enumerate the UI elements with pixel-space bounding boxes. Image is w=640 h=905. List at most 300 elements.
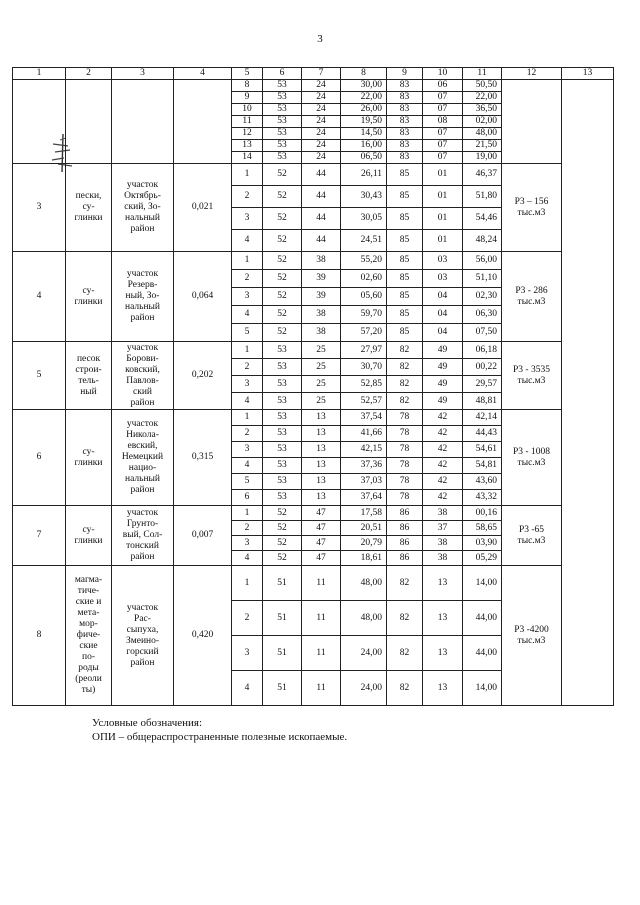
cell-col-5: 4 [232,306,263,324]
cell-col-11: 44,43 [463,426,502,442]
cell-col-10: 42 [423,474,463,490]
cell-col-10: 07 [423,128,463,140]
cell-col-9: 85 [387,230,423,252]
cell-col-11: 00,22 [463,359,502,376]
cell-col-5: 11 [232,116,263,128]
cell-col-11: 06,18 [463,342,502,359]
cell-col-8: 18,61 [341,551,387,566]
cell-col-10: 03 [423,270,463,288]
cell-col-7: 24 [302,92,341,104]
cell-col-7: 11 [302,671,341,706]
cell-col-7: 44 [302,164,341,186]
cell-col-10: 49 [423,376,463,393]
group-area-cell: 0,315 [174,410,232,506]
cell-col-11: 21,50 [463,140,502,152]
cell-col-11: 54,81 [463,458,502,474]
cell-col-7: 24 [302,104,341,116]
cell-col-10: 07 [423,92,463,104]
group-mineral-cell: су- глинки [66,252,112,342]
cell-col-8: 26,00 [341,104,387,116]
group-no-cell: 8 [13,566,66,706]
cell-col-9: 83 [387,92,423,104]
cell-col-9: 86 [387,536,423,551]
group-area-cell: 0,021 [174,164,232,252]
cell-col-6: 53 [263,92,302,104]
cell-col-9: 85 [387,306,423,324]
cell-col-5: 5 [232,474,263,490]
cell-col-6: 53 [263,376,302,393]
cell-col-11: 54,46 [463,208,502,230]
cell-col-9: 82 [387,671,423,706]
cell-col-6: 52 [263,252,302,270]
cell-col-6: 52 [263,306,302,324]
cell-col-6: 52 [263,521,302,536]
cell-col-6: 52 [263,270,302,288]
header-col-13: 13 [562,68,614,80]
cell-col-9: 82 [387,359,423,376]
cell-col-6: 53 [263,474,302,490]
cell-col-8: 14,50 [341,128,387,140]
group-no-cell: 4 [13,252,66,342]
cell-col-6: 52 [263,164,302,186]
group-site-cell: участок Октябрь- ский, Зо- нальный район [112,164,174,252]
cell-col-10: 38 [423,551,463,566]
cell-col-7: 39 [302,270,341,288]
cell-col-8: 20,51 [341,521,387,536]
cell-col-9: 86 [387,551,423,566]
table-row [13,410,614,426]
group-site-cell: участок Резерв- ный, Зо- нальный район [112,252,174,342]
legend-line: ОПИ – общераспространенные полезные ископаемые. [92,731,348,743]
cont-no-cell [13,80,66,164]
cell-col-11: 03,90 [463,536,502,551]
group-no-cell: 6 [13,410,66,506]
cell-col-8: 24,00 [341,671,387,706]
cell-col-8: 55,20 [341,252,387,270]
cell-col-10: 07 [423,152,463,164]
cell-col-5: 3 [232,288,263,306]
cell-col-7: 24 [302,140,341,152]
group-area-cell: 0,007 [174,506,232,566]
cell-col-6: 52 [263,551,302,566]
cell-col-5: 4 [232,393,263,410]
cell-col-8: 37,03 [341,474,387,490]
header-row [13,68,614,80]
cell-col-11: 44,00 [463,636,502,671]
cell-col-9: 78 [387,426,423,442]
table-row [13,164,614,186]
cell-col-6: 53 [263,342,302,359]
cell-col-9: 85 [387,208,423,230]
cell-col-11: 51,10 [463,270,502,288]
cell-col-5: 6 [232,490,263,506]
cont-notes-cell [562,80,614,706]
cell-col-6: 52 [263,208,302,230]
cell-col-10: 01 [423,208,463,230]
cell-col-11: 46,37 [463,164,502,186]
cell-col-7: 39 [302,288,341,306]
cell-col-10: 42 [423,490,463,506]
cell-col-7: 24 [302,116,341,128]
group-area-cell: 0,202 [174,342,232,410]
cell-col-7: 44 [302,186,341,208]
cell-col-10: 38 [423,506,463,521]
group-reserves-cell: Р3 - 3535 тыс.м3 [502,342,562,410]
cell-col-10: 49 [423,393,463,410]
cell-col-9: 85 [387,324,423,342]
cell-col-5: 14 [232,152,263,164]
cell-col-7: 11 [302,566,341,601]
cell-col-8: 26,11 [341,164,387,186]
cell-col-10: 01 [423,230,463,252]
cell-col-9: 86 [387,521,423,536]
cell-col-11: 43,60 [463,474,502,490]
coordinates-table [12,67,614,706]
cell-col-7: 13 [302,426,341,442]
cell-col-5: 1 [232,342,263,359]
cell-col-9: 78 [387,490,423,506]
cell-col-7: 44 [302,230,341,252]
group-reserves-cell: Р3 - 286 тыс.м3 [502,252,562,342]
cell-col-7: 47 [302,506,341,521]
header-col-8: 8 [341,68,387,80]
cell-col-6: 53 [263,80,302,92]
group-area-cell: 0,420 [174,566,232,706]
cell-col-8: 48,00 [341,601,387,636]
cell-col-9: 85 [387,164,423,186]
cell-col-7: 38 [302,324,341,342]
cell-col-6: 51 [263,671,302,706]
cell-col-5: 3 [232,442,263,458]
cell-col-6: 53 [263,104,302,116]
cell-col-8: 24,51 [341,230,387,252]
group-reserves-cell: Р3 -65 тыс.м3 [502,506,562,566]
table-row [13,506,614,521]
cell-col-10: 01 [423,164,463,186]
cell-col-10: 49 [423,342,463,359]
header-col-9: 9 [387,68,423,80]
cell-col-5: 1 [232,164,263,186]
cell-col-6: 52 [263,186,302,208]
cell-col-6: 51 [263,566,302,601]
cell-col-7: 38 [302,252,341,270]
cell-col-11: 43,32 [463,490,502,506]
page-number: 3 [317,33,323,45]
cell-col-11: 14,00 [463,671,502,706]
cell-col-11: 50,50 [463,80,502,92]
cell-col-5: 2 [232,426,263,442]
header-col-12: 12 [502,68,562,80]
cell-col-7: 11 [302,636,341,671]
cell-col-11: 22,00 [463,92,502,104]
cell-col-9: 78 [387,458,423,474]
cont-site-cell [112,80,174,164]
legend [92,716,347,744]
cell-col-8: 37,64 [341,490,387,506]
cell-col-8: 30,70 [341,359,387,376]
cell-col-6: 52 [263,324,302,342]
cell-col-11: 00,16 [463,506,502,521]
cell-col-9: 82 [387,601,423,636]
cell-col-8: 52,57 [341,393,387,410]
cell-col-9: 85 [387,288,423,306]
cell-col-7: 11 [302,601,341,636]
cell-col-10: 42 [423,442,463,458]
group-mineral-cell: су- глинки [66,410,112,506]
cell-col-5: 2 [232,270,263,288]
cell-col-6: 52 [263,288,302,306]
cell-col-9: 82 [387,376,423,393]
cell-col-11: 02,00 [463,116,502,128]
cell-col-6: 51 [263,636,302,671]
header-col-3: 3 [112,68,174,80]
cell-col-6: 53 [263,140,302,152]
cont-mineral-cell [66,80,112,164]
cell-col-7: 25 [302,393,341,410]
cell-col-10: 06 [423,80,463,92]
cell-col-5: 10 [232,104,263,116]
cell-col-11: 02,30 [463,288,502,306]
cell-col-7: 13 [302,410,341,426]
group-site-cell: участок Грунто- вый, Сол- тонский район [112,506,174,566]
cell-col-9: 83 [387,140,423,152]
cell-col-8: 30,43 [341,186,387,208]
cell-col-9: 82 [387,393,423,410]
group-reserves-cell: Р3 – 156 тыс.м3 [502,164,562,252]
cell-col-8: 22,00 [341,92,387,104]
cell-col-5: 1 [232,410,263,426]
cell-col-8: 20,79 [341,536,387,551]
cell-col-10: 07 [423,104,463,116]
header-col-10: 10 [423,68,463,80]
cell-col-6: 52 [263,230,302,252]
cell-col-8: 19,50 [341,116,387,128]
group-reserves-cell: Р3 -4200 тыс.м3 [502,566,562,706]
cell-col-6: 53 [263,359,302,376]
cell-col-10: 42 [423,426,463,442]
cell-col-10: 13 [423,636,463,671]
cell-col-9: 82 [387,636,423,671]
group-site-cell: участок Рас- сыпуха, Змеино- горский район [112,566,174,706]
cell-col-7: 44 [302,208,341,230]
cell-col-8: 05,60 [341,288,387,306]
cell-col-5: 9 [232,92,263,104]
cell-col-7: 13 [302,442,341,458]
group-mineral-cell: пески, су- глинки [66,164,112,252]
cell-col-7: 25 [302,376,341,393]
group-reserves-cell: Р3 - 1008 тыс.м3 [502,410,562,506]
cell-col-8: 42,15 [341,442,387,458]
cell-col-9: 83 [387,152,423,164]
cell-col-5: 2 [232,359,263,376]
cell-col-9: 78 [387,442,423,458]
cell-col-9: 85 [387,270,423,288]
cell-col-9: 83 [387,128,423,140]
header-col-2: 2 [66,68,112,80]
cell-col-7: 47 [302,551,341,566]
cell-col-9: 83 [387,104,423,116]
cell-col-10: 42 [423,458,463,474]
cell-col-11: 48,24 [463,230,502,252]
cell-col-5: 2 [232,186,263,208]
cell-col-6: 53 [263,490,302,506]
group-no-cell: 3 [13,164,66,252]
cell-col-11: 07,50 [463,324,502,342]
cell-col-5: 3 [232,376,263,393]
cell-col-9: 83 [387,116,423,128]
cell-col-6: 53 [263,128,302,140]
group-site-cell: участок Борови- ковский, Павлов- ский район [112,342,174,410]
cell-col-5: 1 [232,252,263,270]
cell-col-5: 12 [232,128,263,140]
cell-col-7: 24 [302,128,341,140]
group-no-cell: 7 [13,506,66,566]
group-site-cell: участок Никола- евский, Немецкий нацио- нальный район [112,410,174,506]
cell-col-8: 30,05 [341,208,387,230]
cell-col-5: 5 [232,324,263,342]
cell-col-7: 24 [302,80,341,92]
group-area-cell: 0,064 [174,252,232,342]
cont-reserves-cell [502,80,562,164]
cell-col-10: 49 [423,359,463,376]
group-mineral-cell: су- глинки [66,506,112,566]
cell-col-9: 78 [387,410,423,426]
cell-col-10: 42 [423,410,463,426]
header-col-6: 6 [263,68,302,80]
cell-col-5: 4 [232,551,263,566]
cell-col-11: 58,65 [463,521,502,536]
cell-col-10: 37 [423,521,463,536]
cell-col-11: 42,14 [463,410,502,426]
cell-col-7: 13 [302,474,341,490]
cell-col-9: 82 [387,566,423,601]
cell-col-6: 53 [263,152,302,164]
cell-col-5: 4 [232,671,263,706]
cell-col-5: 8 [232,80,263,92]
cell-col-10: 13 [423,566,463,601]
header-col-4: 4 [174,68,232,80]
header-col-5: 5 [232,68,263,80]
cell-col-10: 13 [423,671,463,706]
cell-col-7: 47 [302,521,341,536]
cell-col-10: 08 [423,116,463,128]
cont-area-cell [174,80,232,164]
cell-col-10: 07 [423,140,463,152]
cell-col-10: 13 [423,601,463,636]
cell-col-10: 38 [423,536,463,551]
cell-col-10: 01 [423,186,463,208]
table-row [13,80,614,92]
group-mineral-cell: магма- тиче- ские и мета- мор- фиче- ские по- роды (реоли ты) [66,566,112,706]
cell-col-7: 13 [302,490,341,506]
cell-col-7: 25 [302,359,341,376]
cell-col-5: 3 [232,536,263,551]
cell-col-7: 47 [302,536,341,551]
cell-col-7: 25 [302,342,341,359]
table-row [13,566,614,601]
cell-col-8: 16,00 [341,140,387,152]
cell-col-8: 41,66 [341,426,387,442]
cell-col-11: 14,00 [463,566,502,601]
cell-col-6: 53 [263,426,302,442]
cell-col-9: 86 [387,506,423,521]
cell-col-8: 06,50 [341,152,387,164]
cell-col-7: 13 [302,458,341,474]
cell-col-10: 03 [423,252,463,270]
table-row [13,252,614,270]
cell-col-8: 24,00 [341,636,387,671]
cell-col-8: 30,00 [341,80,387,92]
cell-col-7: 24 [302,152,341,164]
header-col-7: 7 [302,68,341,80]
cell-col-8: 17,58 [341,506,387,521]
cell-col-8: 27,97 [341,342,387,359]
legend-title: Условные обозначения: [92,717,203,729]
cell-col-6: 51 [263,601,302,636]
cell-col-11: 19,00 [463,152,502,164]
cell-col-11: 06,30 [463,306,502,324]
table-row [13,342,614,359]
cell-col-6: 53 [263,393,302,410]
cell-col-11: 44,00 [463,601,502,636]
group-no-cell: 5 [13,342,66,410]
cell-col-11: 54,61 [463,442,502,458]
cell-col-5: 2 [232,601,263,636]
cell-col-10: 04 [423,306,463,324]
cell-col-9: 78 [387,474,423,490]
cell-col-11: 48,00 [463,128,502,140]
cell-col-6: 53 [263,458,302,474]
cell-col-6: 53 [263,442,302,458]
cell-col-9: 85 [387,252,423,270]
cell-col-8: 57,20 [341,324,387,342]
cell-col-6: 52 [263,506,302,521]
header-col-1: 1 [13,68,66,80]
cell-col-6: 52 [263,536,302,551]
cell-col-5: 3 [232,208,263,230]
cell-col-8: 37,54 [341,410,387,426]
cell-col-8: 48,00 [341,566,387,601]
cell-col-5: 1 [232,506,263,521]
cell-col-8: 52,85 [341,376,387,393]
group-mineral-cell: песок строи- тель- ный [66,342,112,410]
cell-col-5: 3 [232,636,263,671]
cell-col-6: 53 [263,116,302,128]
cell-col-10: 04 [423,324,463,342]
cell-col-11: 56,00 [463,252,502,270]
header-col-11: 11 [463,68,502,80]
cell-col-5: 4 [232,230,263,252]
cell-col-8: 02,60 [341,270,387,288]
cell-col-8: 59,70 [341,306,387,324]
cell-col-10: 04 [423,288,463,306]
cell-col-9: 85 [387,186,423,208]
cell-col-7: 38 [302,306,341,324]
cell-col-5: 13 [232,140,263,152]
cell-col-9: 83 [387,80,423,92]
cell-col-5: 4 [232,458,263,474]
cell-col-11: 05,29 [463,551,502,566]
cell-col-5: 1 [232,566,263,601]
cell-col-11: 51,80 [463,186,502,208]
cell-col-9: 82 [387,342,423,359]
cell-col-11: 48,81 [463,393,502,410]
cell-col-11: 29,57 [463,376,502,393]
cell-col-5: 2 [232,521,263,536]
cell-col-6: 53 [263,410,302,426]
cell-col-11: 36,50 [463,104,502,116]
cell-col-8: 37,36 [341,458,387,474]
